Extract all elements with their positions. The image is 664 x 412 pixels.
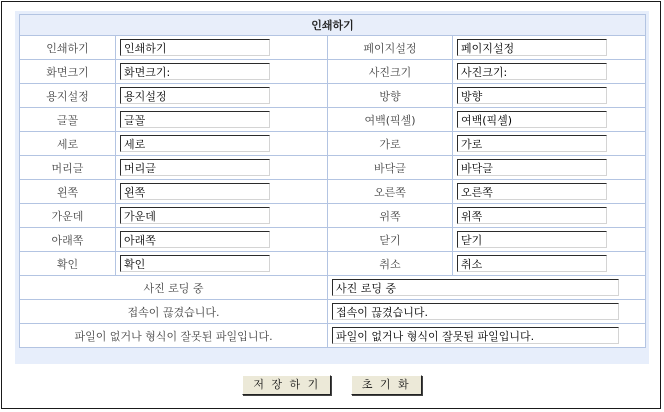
setting-field[interactable] <box>457 135 607 152</box>
message-field[interactable] <box>332 327 619 344</box>
message-label: 사진 로딩 중 <box>20 276 328 300</box>
print-settings-table <box>19 14 646 348</box>
setting-field[interactable] <box>457 39 607 56</box>
button-bar <box>0 375 664 395</box>
setting-field[interactable] <box>457 111 607 128</box>
panel-title: 인쇄하기 <box>20 15 646 36</box>
setting-row <box>20 132 646 156</box>
message-field[interactable] <box>332 303 619 320</box>
setting-row <box>20 180 646 204</box>
setting-label: 여백(픽셀) <box>328 108 453 132</box>
setting-label: 사진크기 <box>328 60 453 84</box>
message-row <box>20 300 646 324</box>
setting-field[interactable] <box>120 255 270 272</box>
setting-label: 화면크기 <box>20 60 116 84</box>
setting-field[interactable] <box>120 87 270 104</box>
setting-field[interactable] <box>457 87 607 104</box>
setting-row <box>20 228 646 252</box>
setting-label: 머리글 <box>20 156 116 180</box>
setting-row <box>20 108 646 132</box>
setting-label: 오른쪽 <box>328 180 453 204</box>
setting-field[interactable] <box>457 159 607 176</box>
setting-row <box>20 156 646 180</box>
message-row <box>20 276 646 300</box>
print-settings-panel <box>15 11 649 364</box>
setting-field[interactable] <box>120 231 270 248</box>
setting-label: 아래쪽 <box>20 228 116 252</box>
setting-label: 왼쪽 <box>20 180 116 204</box>
setting-label: 용지설정 <box>20 84 116 108</box>
setting-field[interactable] <box>120 135 270 152</box>
setting-field[interactable] <box>120 39 270 56</box>
message-row <box>20 324 646 348</box>
setting-label: 가운데 <box>20 204 116 228</box>
setting-label: 세로 <box>20 132 116 156</box>
setting-field[interactable] <box>457 207 607 224</box>
setting-row <box>20 60 646 84</box>
setting-row <box>20 252 646 276</box>
save-button[interactable]: 저 장 하 기 <box>242 375 331 395</box>
setting-label: 바닥글 <box>328 156 453 180</box>
setting-label: 글꼴 <box>20 108 116 132</box>
setting-label: 확인 <box>20 252 116 276</box>
setting-label: 취소 <box>328 252 453 276</box>
setting-field[interactable] <box>120 159 270 176</box>
setting-field[interactable] <box>457 255 607 272</box>
message-label: 파일이 없거나 형식이 잘못된 파일입니다. <box>20 324 328 348</box>
setting-field[interactable] <box>457 63 607 80</box>
setting-field[interactable] <box>457 183 607 200</box>
setting-field[interactable] <box>120 111 270 128</box>
message-label: 접속이 끊겼습니다. <box>20 300 328 324</box>
setting-row <box>20 36 646 60</box>
setting-field[interactable] <box>457 231 607 248</box>
setting-label: 닫기 <box>328 228 453 252</box>
setting-row <box>20 84 646 108</box>
setting-label: 방향 <box>328 84 453 108</box>
setting-label: 위쪽 <box>328 204 453 228</box>
setting-field[interactable] <box>120 183 270 200</box>
setting-label: 페이지설정 <box>328 36 453 60</box>
message-field[interactable] <box>332 279 619 296</box>
setting-row <box>20 204 646 228</box>
setting-label: 인쇄하기 <box>20 36 116 60</box>
setting-field[interactable] <box>120 207 270 224</box>
setting-label: 가로 <box>328 132 453 156</box>
setting-field[interactable] <box>120 63 270 80</box>
reset-button[interactable]: 초 기 화 <box>351 375 422 395</box>
